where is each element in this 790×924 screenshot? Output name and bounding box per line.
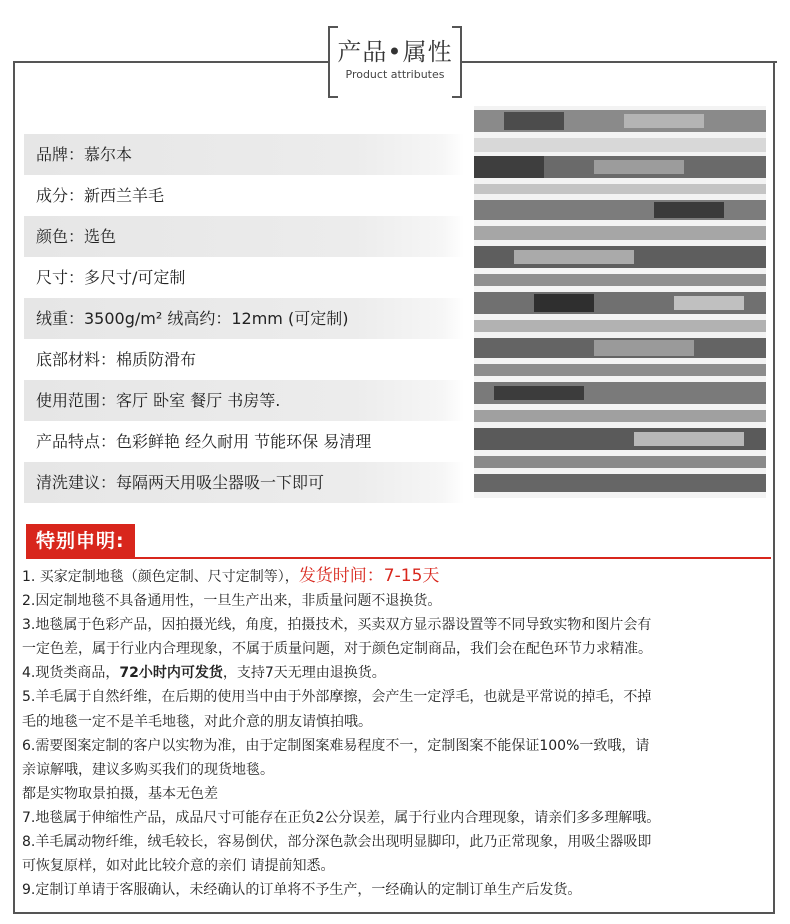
notice-item-7: 7.地毯属于伸缩性产品，成品尺寸可能存在正负2公分误差，属于行业内合理现象，请亲们多多理解哦。 <box>22 809 661 826</box>
ship-72h: 72小时内可发货 <box>119 665 223 682</box>
section-title <box>328 20 462 86</box>
notice-list <box>22 564 777 902</box>
notice-item-8-cont: 可恢复原样，如对此比较介意的亲们 请提前知悉。 <box>22 858 335 875</box>
attribute-row: 颜色：选色 <box>24 216 464 257</box>
notice-item-5-cont: 毛的地毯一定不是羊毛地毯，对此介意的朋友请慎拍哦。 <box>22 713 372 730</box>
notice-item-6-note: 都是实物取景拍摄，基本无色差 <box>22 785 218 802</box>
notice-text: ，支持7天无理由退换货。 <box>222 665 386 682</box>
notice-item-3-cont: 一定色差，属于行业内合理现象，不属于质量问题，对于颜色定制商品，我们会在配色环节力求精准。 <box>22 641 652 658</box>
notice-divider <box>26 557 771 559</box>
attribute-row: 使用范围：客厅 卧室 餐厅 书房等. <box>24 380 464 421</box>
notice-title: 特别申明: <box>26 524 135 558</box>
attribute-row: 尺寸：多尺寸/可定制 <box>36 268 186 287</box>
attribute-row: 底部材料：棉质防滑布 <box>36 350 197 369</box>
notice-item-4 <box>22 661 777 685</box>
notice-item-1 <box>22 564 777 589</box>
shipping-time: 发货时间：7-15天 <box>298 566 440 586</box>
notice-item-6: 6.需要图案定制的客户以实物为准，由于定制图案难易程度不一，定制图案不能保证100%一致哦，请 <box>22 737 650 754</box>
section-title-en: Product attributes <box>345 68 445 81</box>
notice-text: 1. 买家定制地毯（颜色定制、尺寸定制等）， <box>22 569 299 585</box>
notice-item-2: 2.因定制地毯不具备通用性，一旦生产出来，非质量问题不退换货。 <box>22 593 442 610</box>
notice-item-3: 3.地毯属于色彩产品，因拍摄光线，角度，拍摄技术，买卖双方显示器设置等不同导致实物和图片会有 <box>22 617 652 634</box>
notice-item-6-cont: 亲谅解哦，建议多购买我们的现货地毯。 <box>22 761 274 778</box>
attribute-row: 成分：新西兰羊毛 <box>36 186 165 205</box>
rug-image <box>474 106 766 498</box>
notice-item-5: 5.羊毛属于自然纤维，在后期的使用当中由于外部摩擦，会产生一定浮毛，也就是平常说的掉毛，不掉 <box>22 689 652 706</box>
product-image <box>474 106 766 498</box>
attribute-row: 绒重：3500g/m² 绒高约：12mm (可定制) <box>24 298 464 339</box>
notice-text: 4.现货类商品， <box>22 665 120 682</box>
notice-item-9: 9.定制订单请于客服确认，未经确认的订单将不予生产，一经确认的定制订单生产后发货。 <box>22 882 582 899</box>
section-title-cn: 产品•属性 <box>337 38 453 66</box>
attribute-list <box>24 134 464 503</box>
attribute-row: 产品特点：色彩鲜艳 经久耐用 节能环保 易清理 <box>36 432 372 451</box>
notice-item-8: 8.羊毛属动物纤维，绒毛较长，容易倒伏，部分深色款会出现明显脚印，此乃正常现象，用吸尘器吸即 <box>22 834 652 851</box>
attribute-row: 清洗建议：每隔两天用吸尘器吸一下即可 <box>24 462 464 503</box>
attribute-row: 品牌：慕尔本 <box>24 134 464 175</box>
